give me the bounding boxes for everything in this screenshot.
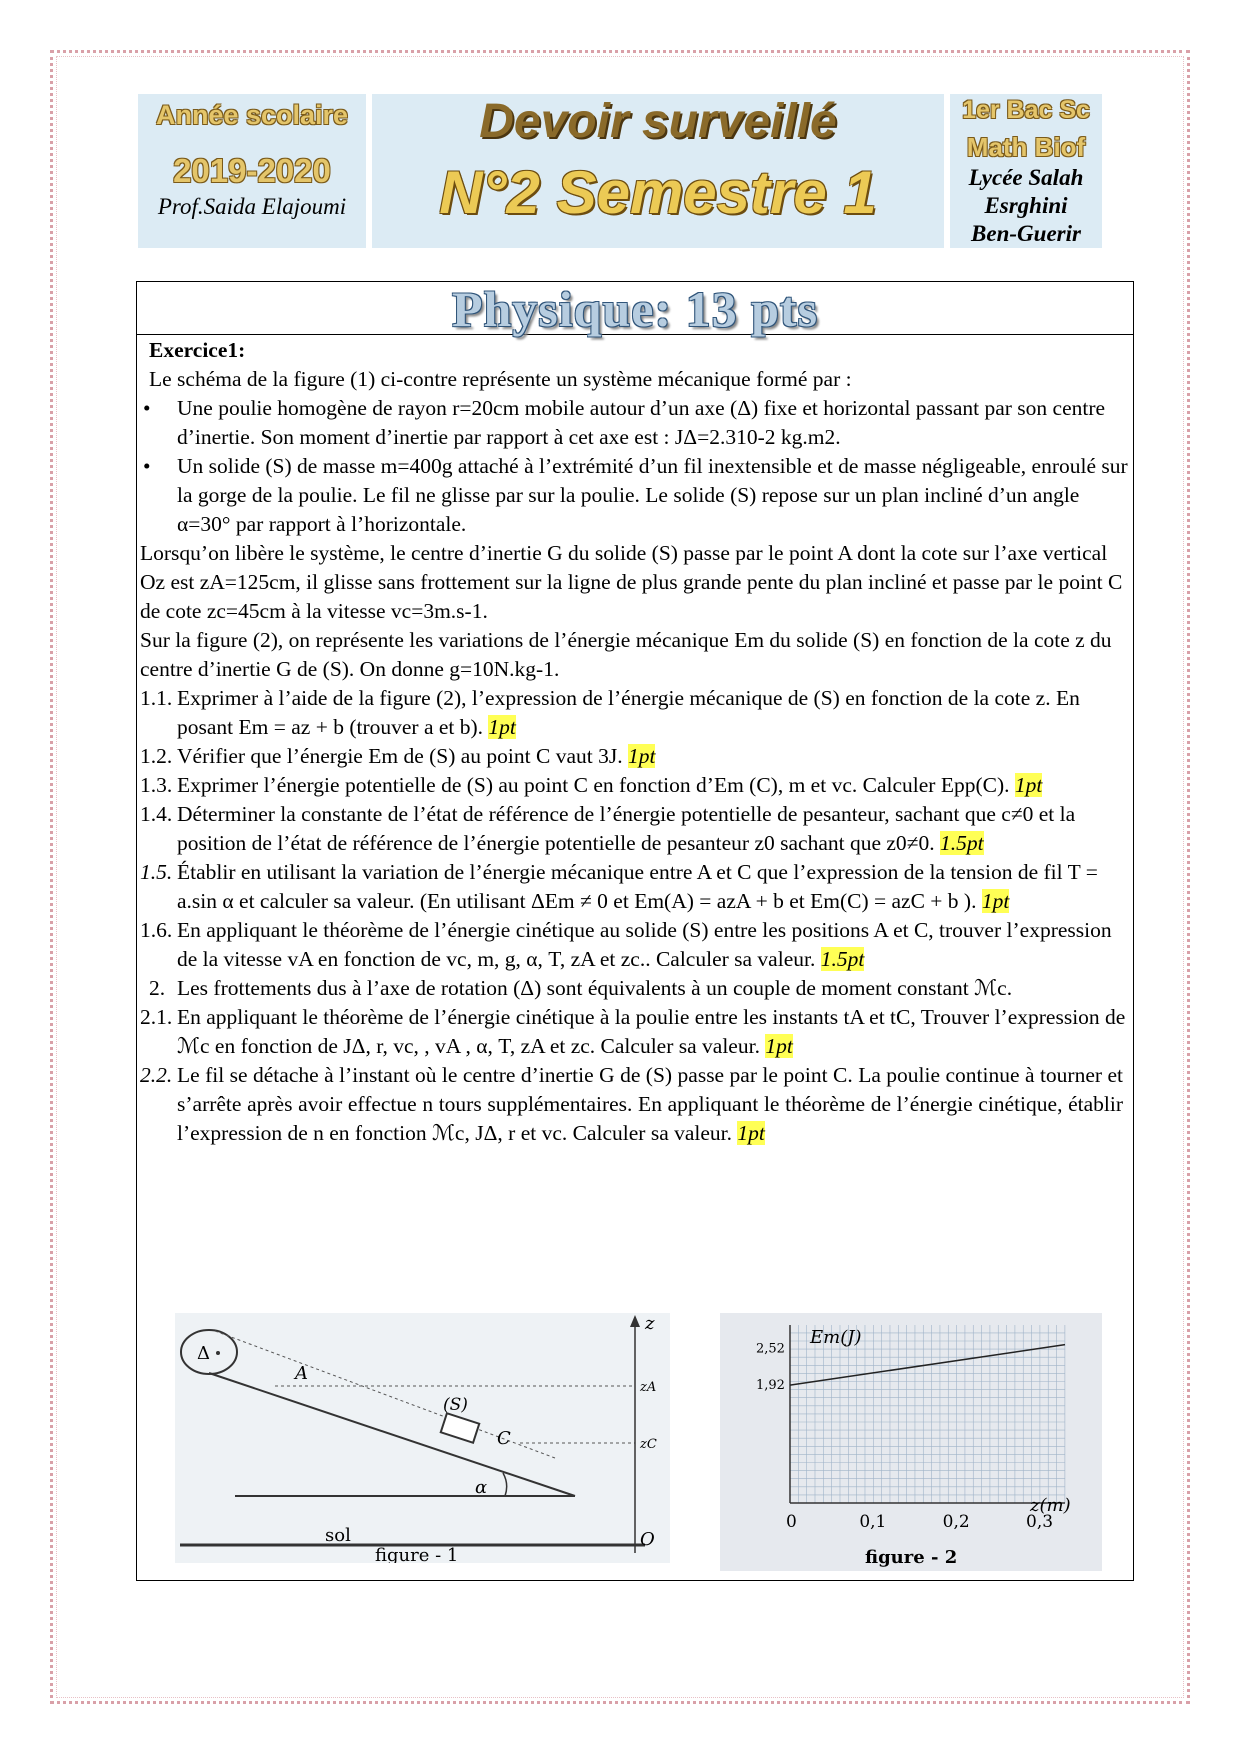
figure-2-caption: figure - 2 [865, 1547, 958, 1568]
question-number: 1.3. [140, 773, 173, 797]
points-badge: 1pt [981, 889, 1010, 913]
exercise-content [137, 336, 1133, 1148]
teacher-name: Prof.Saida Elajoumi [157, 194, 347, 219]
figure-1-caption: figure - 1 [375, 1545, 459, 1563]
x-axis-label: z(m) [1030, 1495, 1071, 1516]
question-number: 2. [149, 976, 166, 1000]
question-number: 2.2. [140, 1063, 173, 1087]
question-1-2 [137, 742, 1133, 771]
origin-label: O [640, 1529, 655, 1550]
series-line [790, 1345, 1065, 1386]
angle-label: α [475, 1477, 488, 1498]
class-label: 1er Bac Sc [962, 96, 1090, 124]
header-class-box [950, 94, 1102, 248]
angle-arc [503, 1473, 507, 1496]
bullet-solid: • Un solide (S) de masse m=400g attaché à l’extrémité d’un fil inextensible et de masse négligeable, enroulé sur la gorge de la poulie. Le fil ne glisse par sur la poulie. Le solide (S) repose sur un plan incliné d’un angle α=30° par rapport à l’horizontale. [137, 452, 1133, 539]
figure-1 [175, 1313, 670, 1563]
question-text: Exprimer l’énergie potentielle de (S) au point C en fonction d’Em (C), m et vc. Calculer Epp(C). [177, 773, 1010, 797]
incline-line [209, 1373, 575, 1496]
school-line-2: Esrghini [984, 193, 1068, 218]
bullet-pulley: • Une poulie homogène de rayon r=20cm mobile autour d’un axe (Δ) fixe et horizontal passant par son centre d’inertie. Son moment d’inertie par rapport à cet axe est : JΔ=2.310-2 kg.m2. [137, 394, 1133, 452]
figure-1-diagram [175, 1313, 670, 1563]
question-1-4 [137, 800, 1133, 858]
axis-label: z [645, 1313, 655, 1334]
x-tick-label: 0,1 [859, 1512, 887, 1532]
pulley-label: Δ [197, 1343, 210, 1364]
question-number: 1.4. [140, 802, 173, 826]
question-number: 1.6. [140, 918, 173, 942]
points-badge: 1pt [737, 1121, 765, 1145]
question-text: Exprimer à l’aide de la figure (2), l’expression de l’énergie mécanique de (S) en fonction de la cote z. En posant Em = az + b (trouver a et b). [177, 686, 1080, 739]
school-line-3: Ben-Guerir [971, 221, 1081, 246]
question-number: 2.1. [140, 1005, 173, 1029]
points-badge: 1pt [1014, 773, 1043, 797]
question-2-1 [137, 1003, 1133, 1061]
points-badge: 1pt [627, 744, 656, 768]
za-label: zA [640, 1380, 657, 1395]
chart-grid [790, 1325, 1065, 1503]
question-text: En appliquant le théorème de l’énergie cinétique au solide (S) entre les positions A et C, trouver l’expression de la vitesse vA en fonction de vc, m, g, α, T, zA et zc.. Calculer sa valeur. [177, 918, 1112, 971]
x-tick-label: 0 [786, 1512, 797, 1532]
figure-2-chart [720, 1313, 1102, 1571]
ground-label: sol [325, 1525, 351, 1546]
school-year: 2019-2020 [173, 152, 331, 189]
z-axis-arrow [630, 1315, 640, 1327]
question-1-3 [137, 771, 1133, 800]
exam-number: N°2 Semestre 1 [439, 159, 877, 226]
question-text: Établir en utilisant la variation de l’énergie mécanique entre A et C que l’expression de la tension de fil T = a.sin α et calculer sa valeur. (En utilisant ΔEm ≠ 0 et Em(A) = azA + b et Em(C) = azC + b ). [177, 860, 1098, 913]
school-line-1: Lycée Salah [968, 165, 1084, 190]
question-text: Les frottements dus à l’axe de rotation (Δ) sont équivalents à un couple de moment constant ℳc. [177, 976, 1013, 1000]
points-badge: 1pt [488, 715, 516, 739]
x-tick-label: 0,3 [1026, 1512, 1054, 1532]
x-tick-labels [786, 1512, 1053, 1532]
solid-block [441, 1413, 480, 1443]
question-1-5 [137, 858, 1133, 916]
solid-label: (S) [443, 1395, 468, 1415]
question-1-1 [137, 684, 1133, 742]
point-a-label: A [295, 1363, 308, 1384]
figure-2 [720, 1313, 1102, 1571]
y-axis-label: Em(J) [810, 1327, 862, 1348]
stream-label: Math Biof [966, 132, 1086, 162]
question-text: En appliquant le théorème de l’énergie cinétique à la poulie entre les instants tA et tC, Trouver l’expression de ℳc en fonction de JΔ, r, vc, , vA , α, T, zA et zc. Calculer sa valeur. [177, 1005, 1126, 1058]
zc-label: zC [640, 1437, 657, 1452]
point-c-label: C [497, 1428, 511, 1449]
exercise-title: Exercice1: [149, 338, 246, 362]
section-header [137, 282, 1133, 335]
question-text: Vérifier que l’énergie Em de (S) au point C vaut 3J. [177, 744, 623, 768]
question-text: Déterminer la constante de l’état de référence de l’énergie potentielle de pesanteur, sachant que c≠0 et la position de l’état de référence de l’énergie potentielle de pesanteur z0 sachant que z0≠0. [177, 802, 1076, 855]
y-tick-high: 2,52 [756, 1341, 785, 1357]
question-2 [137, 974, 1133, 1003]
header-year-box [138, 94, 366, 248]
exam-title: Devoir surveillé [479, 95, 837, 148]
pulley-center [216, 1351, 220, 1355]
paragraph-figure2: Sur la figure (2), on représente les variations de l’énergie mécanique Em du solide (S) en fonction de la cote z du centre d’inertie G de (S). On donne g=10N.kg-1. [140, 628, 1112, 681]
question-2-2 [137, 1061, 1133, 1148]
question-number: 1.1. [140, 686, 173, 710]
header-title-box [372, 94, 944, 248]
points-badge: 1pt [765, 1034, 793, 1058]
points-badge: 1.5pt [820, 947, 865, 971]
exercise-intro: Le schéma de la figure (1) ci-contre représente un système mécanique formé par : [149, 367, 852, 391]
section-title: Physique: 13 pts [451, 281, 819, 337]
paragraph-release: Lorsqu’on libère le système, le centre d’inertie G du solide (S) passe par le point A dont la cote sur l’axe vertical Oz est zA=125cm, il glisse sans frottement sur la ligne de plus grande pente du plan incliné et passe par le point C de cote zc=45cm à la vitesse vc=3m.s-1. [140, 541, 1123, 623]
year-label: Année scolaire [155, 100, 349, 130]
question-number: 1.5. [140, 860, 173, 884]
points-badge: 1.5pt [939, 831, 984, 855]
question-1-6 [137, 916, 1133, 974]
x-tick-label: 0,2 [942, 1512, 970, 1532]
question-text: Le fil se détache à l’instant où le centre d’inertie G de (S) passe par le point C. La poulie continue à tourner et s’arrête après avoir effectue n tours supplémentaires. En appliquant le théorème de l’énergie cinétique, établir l’expression de n en fonction ℳc, JΔ, r et vc. Calculer sa valeur. [177, 1063, 1123, 1145]
y-tick-low: 1,92 [756, 1378, 785, 1394]
question-number: 1.2. [140, 744, 173, 768]
